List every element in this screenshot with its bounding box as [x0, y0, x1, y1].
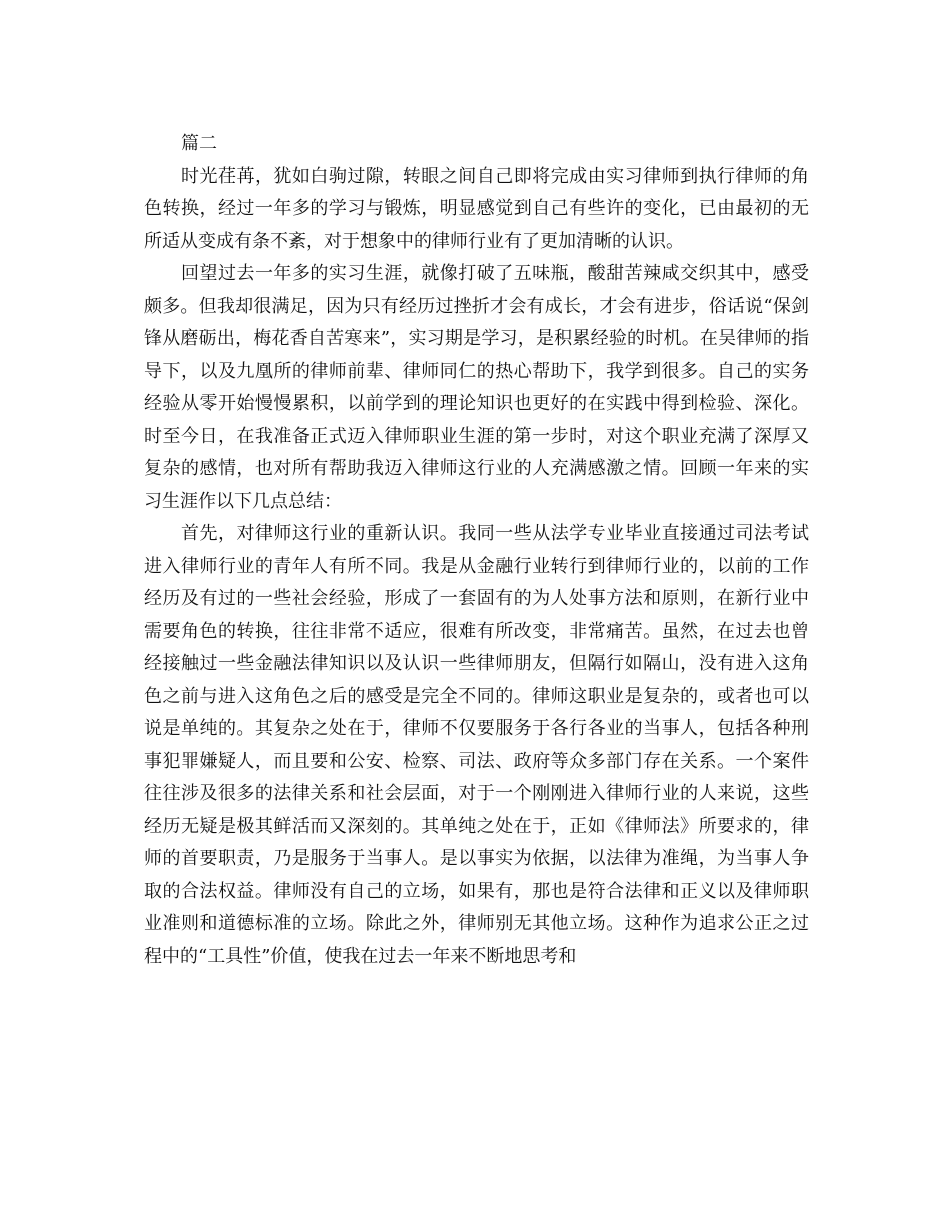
paragraph-2: 回望过去一年多的实习生涯，就像打破了五味瓶，酸甜苦辣咸交织其中，感受颇多。但我却很满足，因为只有经历过挫折才会有成长，才会有进步，俗话说“保剑锋从磨砺出，梅花香自苦寒来”，实习期是学习，是积累经验的时机。在吴律师的指导下，以及九凰所的律师前辈、律师同仁的热心帮助下，我学到很多。自己的实务经验从零开始慢慢累积，以前学到的理论知识也更好的在实践中得到检验、深化。时至今日，在我准备正式迈入律师职业生涯的第一步时，对这个职业充满了深厚又复杂的感情，也对所有帮助我迈入律师这行业的人充满感激之情。回顾一年来的实习生涯作以下几点总结： [144, 263, 809, 512]
document-body [144, 128, 809, 973]
paragraph-3: 首先，对律师这行业的重新认识。我同一些从法学专业毕业直接通过司法考试进入律师行业的青年人有所不同。我是从金融行业转行到律师行业的，以前的工作经历及有过的一些社会经验，形成了一套固有的为人处事方法和原则，在新行业中需要角色的转换，往往非常不适应，很难有所改变，非常痛苦。虽然，在过去也曾经接触过一些金融法律知识以及认识一些律师朋友，但隔行如隔山，没有进入这角色之前与进入这角色之后的感受是完全不同的。律师这职业是复杂的，或者也可以说是单纯的。其复杂之处在于，律师不仅要服务于各行各业的当事人，包括各种刑事犯罪嫌疑人，而且要和公安、检察、司法、政府等众多部门存在关系。一个案件往往涉及很多的法律关系和社会层面，对于一个刚刚进入律师行业的人来说，这些经历无疑是极其鲜活而又深刻的。其单纯之处在于，正如《律师法》所要求的，律师的首要职责，乃是服务于当事人。是以事实为依据，以法律为准绳，为当事人争取的合法权益。律师没有自己的立场，如果有，那也是符合法律和正义以及律师职业准则和道德标准的立场。除此之外，律师别无其他立场。这种作为追求公正之过程中的“工具性”价值，使我在过去一年来不断地思考和 [144, 523, 809, 967]
paragraph-1: 时光荏苒，犹如白驹过隙，转眼之间自己即将完成由实习律师到执行律师的角色转换，经过一年多的学习与锻炼，明显感觉到自己有些许的变化，已由最初的无所适从变成有条不紊，对于想象中的律师行业有了更加清晰的认识。 [144, 165, 809, 252]
section-heading: 篇二 [181, 133, 217, 154]
